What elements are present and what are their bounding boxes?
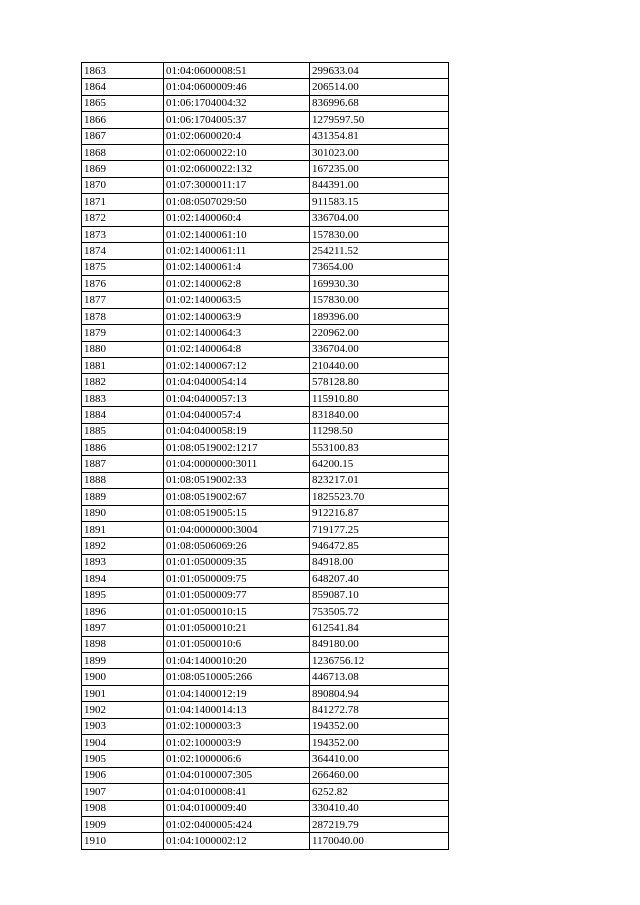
cadastral-number-cell: 01:01:0500010:15 <box>164 603 310 619</box>
table-row <box>82 308 449 324</box>
table-row <box>82 718 449 734</box>
table-row <box>82 587 449 603</box>
cadastral-number-cell: 01:07:3000011:17 <box>164 177 310 193</box>
table-row <box>82 79 449 95</box>
row-number-cell: 1899 <box>82 653 164 669</box>
cadastral-number-cell: 01:02:1400063:5 <box>164 292 310 308</box>
value-cell: 836996.68 <box>310 95 449 111</box>
data-table <box>81 62 449 850</box>
cadastral-number-cell: 01:04:0400057:13 <box>164 390 310 406</box>
value-cell: 431354.81 <box>310 128 449 144</box>
table-row <box>82 489 449 505</box>
table-row <box>82 833 449 849</box>
value-cell: 254211.52 <box>310 243 449 259</box>
table-row <box>82 292 449 308</box>
cadastral-number-cell: 01:01:0500010:6 <box>164 636 310 652</box>
value-cell: 64200.15 <box>310 456 449 472</box>
value-cell: 844391.00 <box>310 177 449 193</box>
value-cell: 157830.00 <box>310 226 449 242</box>
cadastral-number-cell: 01:02:1400062:8 <box>164 276 310 292</box>
cadastral-number-cell: 01:04:0000000:3011 <box>164 456 310 472</box>
row-number-cell: 1869 <box>82 161 164 177</box>
value-cell: 1825523.70 <box>310 489 449 505</box>
cadastral-number-cell: 01:04:0600008:51 <box>164 63 310 79</box>
row-number-cell: 1888 <box>82 472 164 488</box>
cadastral-number-cell: 01:08:0510005:266 <box>164 669 310 685</box>
cadastral-number-cell: 01:02:1400064:3 <box>164 325 310 341</box>
cadastral-number-cell: 01:08:0507029:50 <box>164 194 310 210</box>
row-number-cell: 1872 <box>82 210 164 226</box>
table-row <box>82 439 449 455</box>
table-row <box>82 784 449 800</box>
value-cell: 911583.15 <box>310 194 449 210</box>
row-number-cell: 1865 <box>82 95 164 111</box>
table-row <box>82 226 449 242</box>
cadastral-number-cell: 01:02:1400064:8 <box>164 341 310 357</box>
row-number-cell: 1885 <box>82 423 164 439</box>
table-row <box>82 505 449 521</box>
cadastral-number-cell: 01:02:1000006:6 <box>164 751 310 767</box>
table-row <box>82 325 449 341</box>
row-number-cell: 1910 <box>82 833 164 849</box>
cadastral-number-cell: 01:01:0500010:21 <box>164 620 310 636</box>
row-number-cell: 1891 <box>82 521 164 537</box>
row-number-cell: 1886 <box>82 439 164 455</box>
table-row <box>82 144 449 160</box>
value-cell: 336704.00 <box>310 210 449 226</box>
value-cell: 287219.79 <box>310 816 449 832</box>
row-number-cell: 1863 <box>82 63 164 79</box>
cadastral-number-cell: 01:06:1704005:37 <box>164 112 310 128</box>
row-number-cell: 1866 <box>82 112 164 128</box>
row-number-cell: 1907 <box>82 784 164 800</box>
value-cell: 210440.00 <box>310 358 449 374</box>
table-row <box>82 194 449 210</box>
row-number-cell: 1897 <box>82 620 164 636</box>
table-body <box>82 63 449 850</box>
table-row <box>82 210 449 226</box>
cadastral-number-cell: 01:04:0000000:3004 <box>164 521 310 537</box>
cadastral-number-cell: 01:02:0600022:10 <box>164 144 310 160</box>
cadastral-number-cell: 01:04:0600009:46 <box>164 79 310 95</box>
value-cell: 169930.30 <box>310 276 449 292</box>
table-row <box>82 161 449 177</box>
row-number-cell: 1889 <box>82 489 164 505</box>
value-cell: 206514.00 <box>310 79 449 95</box>
value-cell: 330410.40 <box>310 800 449 816</box>
cadastral-number-cell: 01:02:0600020:4 <box>164 128 310 144</box>
table-row <box>82 620 449 636</box>
row-number-cell: 1881 <box>82 358 164 374</box>
cadastral-number-cell: 01:02:1400063:9 <box>164 308 310 324</box>
row-number-cell: 1896 <box>82 603 164 619</box>
cadastral-number-cell: 01:02:1400061:4 <box>164 259 310 275</box>
cadastral-number-cell: 01:04:0400057:4 <box>164 407 310 423</box>
table-row <box>82 341 449 357</box>
table-row <box>82 472 449 488</box>
value-cell: 841272.78 <box>310 702 449 718</box>
value-cell: 890804.94 <box>310 685 449 701</box>
row-number-cell: 1894 <box>82 571 164 587</box>
value-cell: 266460.00 <box>310 767 449 783</box>
cadastral-number-cell: 01:02:1400061:11 <box>164 243 310 259</box>
cadastral-number-cell: 01:02:0600022:132 <box>164 161 310 177</box>
value-cell: 446713.08 <box>310 669 449 685</box>
value-cell: 553100.83 <box>310 439 449 455</box>
row-number-cell: 1864 <box>82 79 164 95</box>
value-cell: 301023.00 <box>310 144 449 160</box>
table-row <box>82 702 449 718</box>
row-number-cell: 1903 <box>82 718 164 734</box>
table-row <box>82 554 449 570</box>
table-row <box>82 636 449 652</box>
table-row <box>82 358 449 374</box>
row-number-cell: 1908 <box>82 800 164 816</box>
cadastral-number-cell: 01:04:0400058:19 <box>164 423 310 439</box>
value-cell: 1279597.50 <box>310 112 449 128</box>
table-row <box>82 456 449 472</box>
value-cell: 336704.00 <box>310 341 449 357</box>
table-row <box>82 112 449 128</box>
value-cell: 6252.82 <box>310 784 449 800</box>
row-number-cell: 1871 <box>82 194 164 210</box>
table-row <box>82 653 449 669</box>
value-cell: 84918.00 <box>310 554 449 570</box>
row-number-cell: 1906 <box>82 767 164 783</box>
table-row <box>82 767 449 783</box>
cadastral-number-cell: 01:04:0400054:14 <box>164 374 310 390</box>
value-cell: 194352.00 <box>310 718 449 734</box>
cadastral-number-cell: 01:08:0519002:33 <box>164 472 310 488</box>
row-number-cell: 1909 <box>82 816 164 832</box>
table-row <box>82 390 449 406</box>
value-cell: 194352.00 <box>310 735 449 751</box>
row-number-cell: 1867 <box>82 128 164 144</box>
row-number-cell: 1880 <box>82 341 164 357</box>
table-row <box>82 521 449 537</box>
value-cell: 859087.10 <box>310 587 449 603</box>
table-row <box>82 63 449 79</box>
value-cell: 912216.87 <box>310 505 449 521</box>
cadastral-number-cell: 01:02:1000003:9 <box>164 735 310 751</box>
table-row <box>82 128 449 144</box>
row-number-cell: 1883 <box>82 390 164 406</box>
table-row <box>82 603 449 619</box>
row-number-cell: 1879 <box>82 325 164 341</box>
row-number-cell: 1898 <box>82 636 164 652</box>
table-row <box>82 571 449 587</box>
table-row <box>82 816 449 832</box>
table-row <box>82 177 449 193</box>
row-number-cell: 1876 <box>82 276 164 292</box>
cadastral-number-cell: 01:01:0500009:75 <box>164 571 310 587</box>
table-row <box>82 243 449 259</box>
row-number-cell: 1905 <box>82 751 164 767</box>
value-cell: 1170040.00 <box>310 833 449 849</box>
value-cell: 1236756.12 <box>310 653 449 669</box>
cadastral-number-cell: 01:02:0400005:424 <box>164 816 310 832</box>
value-cell: 11298.50 <box>310 423 449 439</box>
table-row <box>82 423 449 439</box>
table-row <box>82 669 449 685</box>
row-number-cell: 1884 <box>82 407 164 423</box>
row-number-cell: 1904 <box>82 735 164 751</box>
value-cell: 115910.80 <box>310 390 449 406</box>
row-number-cell: 1893 <box>82 554 164 570</box>
cadastral-number-cell: 01:04:1400012:19 <box>164 685 310 701</box>
cadastral-number-cell: 01:01:0500009:77 <box>164 587 310 603</box>
row-number-cell: 1882 <box>82 374 164 390</box>
row-number-cell: 1878 <box>82 308 164 324</box>
cadastral-number-cell: 01:04:0100008:41 <box>164 784 310 800</box>
value-cell: 648207.40 <box>310 571 449 587</box>
value-cell: 73654.00 <box>310 259 449 275</box>
row-number-cell: 1887 <box>82 456 164 472</box>
value-cell: 157830.00 <box>310 292 449 308</box>
row-number-cell: 1895 <box>82 587 164 603</box>
table-row <box>82 685 449 701</box>
cadastral-number-cell: 01:08:0519005:15 <box>164 505 310 521</box>
value-cell: 612541.84 <box>310 620 449 636</box>
table-row <box>82 800 449 816</box>
value-cell: 849180.00 <box>310 636 449 652</box>
table-row <box>82 538 449 554</box>
cadastral-number-cell: 01:02:1400067:12 <box>164 358 310 374</box>
row-number-cell: 1900 <box>82 669 164 685</box>
table-row <box>82 374 449 390</box>
table-row <box>82 276 449 292</box>
cadastral-number-cell: 01:02:1400061:10 <box>164 226 310 242</box>
cadastral-number-cell: 01:04:0100007:305 <box>164 767 310 783</box>
value-cell: 831840.00 <box>310 407 449 423</box>
table-row <box>82 95 449 111</box>
value-cell: 753505.72 <box>310 603 449 619</box>
cadastral-number-cell: 01:02:1400060:4 <box>164 210 310 226</box>
table-row <box>82 751 449 767</box>
row-number-cell: 1868 <box>82 144 164 160</box>
value-cell: 299633.04 <box>310 63 449 79</box>
cadastral-number-cell: 01:08:0519002:1217 <box>164 439 310 455</box>
cadastral-number-cell: 01:06:1704004:32 <box>164 95 310 111</box>
cadastral-number-cell: 01:02:1000003:3 <box>164 718 310 734</box>
value-cell: 823217.01 <box>310 472 449 488</box>
row-number-cell: 1902 <box>82 702 164 718</box>
cadastral-number-cell: 01:01:0500009:35 <box>164 554 310 570</box>
value-cell: 364410.00 <box>310 751 449 767</box>
cadastral-number-cell: 01:08:0506069:26 <box>164 538 310 554</box>
row-number-cell: 1890 <box>82 505 164 521</box>
cadastral-number-cell: 01:08:0519002:67 <box>164 489 310 505</box>
row-number-cell: 1875 <box>82 259 164 275</box>
table-row <box>82 735 449 751</box>
table-row <box>82 259 449 275</box>
cadastral-number-cell: 01:04:1000002:12 <box>164 833 310 849</box>
value-cell: 220962.00 <box>310 325 449 341</box>
row-number-cell: 1873 <box>82 226 164 242</box>
cadastral-number-cell: 01:04:0100009:40 <box>164 800 310 816</box>
table-row <box>82 407 449 423</box>
value-cell: 578128.80 <box>310 374 449 390</box>
row-number-cell: 1874 <box>82 243 164 259</box>
row-number-cell: 1892 <box>82 538 164 554</box>
row-number-cell: 1901 <box>82 685 164 701</box>
value-cell: 946472.85 <box>310 538 449 554</box>
value-cell: 167235.00 <box>310 161 449 177</box>
cadastral-number-cell: 01:04:1400014:13 <box>164 702 310 718</box>
row-number-cell: 1870 <box>82 177 164 193</box>
row-number-cell: 1877 <box>82 292 164 308</box>
value-cell: 719177.25 <box>310 521 449 537</box>
value-cell: 189396.00 <box>310 308 449 324</box>
cadastral-number-cell: 01:04:1400010:20 <box>164 653 310 669</box>
